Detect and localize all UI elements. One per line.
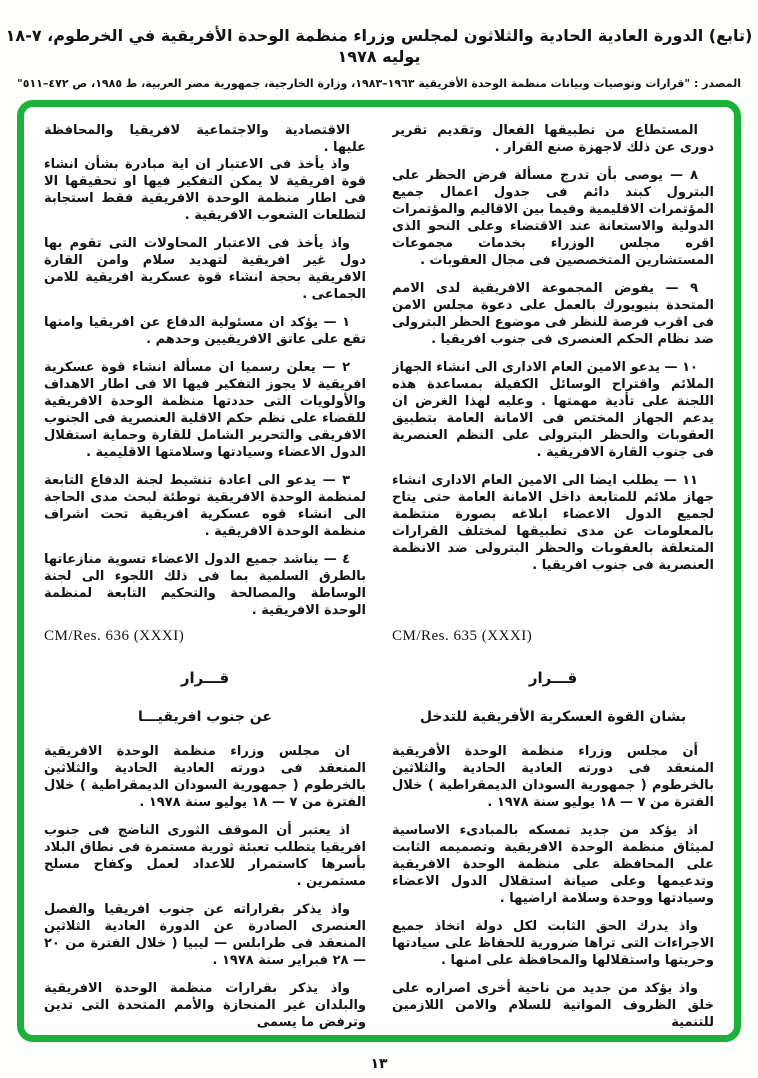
paragraph: اذ يعتبر أن الموقف الثورى الناضج فى جنوب افريقيا يتطلب تعبئة ثورية مستمرة فى نطاق البلاد بأسرها كاستمرار للاعداد لعمل وكفاح مسلح مستمرين . <box>44 823 366 889</box>
resolution-subheading: بشان القوة العسكرية الأفريقية للتدخل <box>419 709 687 725</box>
page-header <box>0 0 758 90</box>
left-column <box>44 122 366 1030</box>
paragraph: ان مجلس وزراء منظمة الوحدة الافريقية المنعقد فى دورته العادية الحادية والثلاثين بالخرطوم ( جمهورية السودان الديمقراطية ) خلال الفترة من ٧ — ١٨ يوليو سنة ١٩٧٨ . <box>44 744 366 810</box>
green-content-frame <box>17 100 741 1042</box>
paragraph: واذ يؤكد من جديد من ناحية أخرى اصراره على خلق الظروف المواتية للسلام والامن اللازمين للتنمية <box>392 981 714 1030</box>
paragraph: أن مجلس وزراء منظمة الوحدة الأفريقية المنعقد فى دورته العادية الحادية والثلاثين بالخرطوم ( جمهورية السودان الديمقراطية ) خلال الفترة من ٧ — ١٨ يوليو سنة ١٩٧٨ . <box>392 744 714 810</box>
paragraph: اذ يؤكد من جديد تمسكه بالمبادىء الاساسية لميثاق منظمة الوحدة الافريقية وتصميمه الثابت على المحافظة على منظمة الوحدة الافريقية وتدعيمها وعلى صيانة استقلال الدول الاعضاء وسيادتها ووحدة وسلامة اراضيها . <box>392 823 714 906</box>
left-column-lower-section <box>44 743 366 1031</box>
page-number: ١٣ <box>370 1056 388 1072</box>
paragraph: الاقتصادية والاجتماعية لافريقيا والمحافظة عليها . <box>44 123 366 155</box>
resolution-reference-636: CM/Res. 636 (XXXI) <box>44 628 185 644</box>
paragraph: واذ يأخذ فى الاعتبار المحاولات التى تقوم بها دول غير افريقية لتهديد سلام وامن القارة الافريقية بحجة انشاء قوة عسكرية افريقية للامن الجماعى . <box>44 236 366 302</box>
paragraph: واذ يأخذ فى الاعتبار ان اية مبادرة بشأن انشاء قوة افريقية لا يمكن التفكير فيها او تحقيقها الا فى اطار منظمة الوحدة الافريقية فقط استجابة لتطلعات الشعوب الافريقية . <box>44 157 366 223</box>
session-title: (تابع) الدورة العادية الحادية والثلاثون لمجلس وزراء منظمة الوحدة الأفريقية في الخرطوم، ٧-١٨ يوليه ١٩٧٨ <box>5 26 753 66</box>
paragraph-8: ٨ — يوصى بأن تدرج مسألة فرض الحظر على البترول كبند دائم فى جدول اعمال جميع المؤتمرات الاقليمية وفيما بين الاقاليم والمؤتمرات الدولية والاستعانة عند الاقتضاء وعلى النحو الذى اقره مجلس الوزراء بخدمات مجموعات المستشارين المتخصصين فى مجال العقوبات . <box>392 168 714 268</box>
right-column <box>392 122 714 1030</box>
resolution-subheading: عن جنوب افريقيـــا <box>138 709 272 725</box>
paragraph-11: ١١ — يطلب ايضا الى الامين العام الادارى انشاء جهاز ملائم للمتابعة داخل الامانة العامة حتى يتاح لجميع الدول الاعضاء ابلاغه بصورة منتظمة بالمعلومات عن مدى تطبيقها لمختلف القرارات المتعلقة بالعقوبات والحظر البترولى ضد الانظمة العنصرية فى جنوب افريقيا . <box>392 473 714 573</box>
paragraph-9: ٩ — يفوض المجموعة الافريقية لدى الامم المتحدة بنيويورك بالعمل على دعوة مجلس الامن فى اقرب فرصة للنظر فى موضوع الحظر البترولى ضد نظام الحكم العنصرى فى جنوب افريقيا . <box>392 281 714 347</box>
paragraph: واذ يذكر بقراراته عن جنوب افريقيا والفصل العنصرى الصادرة عن الدورة العادية الثلاثين المنعقد فى طرابلس — ليبيا ( خلال الفترة من ٢٠ — ٢٨ فبراير سنة ١٩٧٨ . <box>44 902 366 968</box>
paragraph-4: ٤ — يناشد جميع الدول الاعضاء تسوية منازعاتها بالطرق السلمية بما فى ذلك اللجوء الى لجنة الوساطة والمصالحة والتحكيم التابعة لمنظمة الوحدة الافريقية . <box>44 552 366 618</box>
paragraph: واذ يدرك الحق الثابت لكل دولة اتخاذ جميع الاجراءات التى تراها ضرورية للحفاظ على سيادتها وحريتها واستقلالها والمحافظة على امنها . <box>392 919 714 968</box>
paragraph-1: ١ — يؤكد ان مسئولية الدفاع عن افريقيا وامنها تقع على عاتق الافريقيين وحدهم . <box>44 315 366 347</box>
resolution-heading: قـــرار <box>528 669 578 687</box>
paragraph: واذ يذكر بقرارات منظمة الوحدة الافريقية والبلدان غير المنحازة والأمم المتحدة التى تدين وترفض ما يسمى <box>44 981 366 1030</box>
right-column-lower-section <box>392 743 714 1031</box>
paragraph-2: ٢ — يعلن رسميا ان مسألة انشاء قوة عسكرية افريقية لا يجوز التفكير فيها الا فى اطار الاهداف والأولويات التى حددتها منظمة الوحدة الافريقية للقضاء على نظم حكم الاقلية العنصرية فى الجنوب الافريقى والتحرير الشامل للقارة وحماية استقلال الدول الاعضاء وسيادتها وسلامتها الاقليمية . <box>44 360 366 460</box>
paragraph: المستطاع من تطبيقها الفعال وتقديم تقرير دورى عن ذلك لاجهزة صنع القرار . <box>392 123 714 155</box>
source-citation: المصدر : "قرارات وتوصيات وبيانات منظمة الوحدة الأفريقية ١٩٦٣–١٩٨٣، وزارة الخارجية، جمهورية مصر العربية، ط ١٩٨٥، ص ٤٧٢–٥١١" <box>17 76 741 90</box>
right-column-upper-section <box>392 122 714 624</box>
left-column-upper-section <box>44 122 366 624</box>
paragraph-10: ١٠ — يدعو الامين العام الادارى الى انشاء الجهاز الملائم واقتراح الوسائل الكفيلة بمساعدة هذه اللجنة على تأدية مهمتها . وعليه لهذا الغرض ان يدعم الجهاز المختص فى الامانة العامة بتطبيق العقوبات والحظر البترولى على النظم العنصرية فى جنوب القارة الافريقية . <box>392 360 714 460</box>
paragraph-3: ٣ — يدعو الى اعادة تنشيط لجنة الدفاع التابعة لمنظمة الوحدة الافريقية توطئة لبحث مدى الحاجة الى انشاء قوه عسكرية افريقية تحت اشراف منظمة الوحدة الافريقية . <box>44 473 366 539</box>
resolution-reference-635: CM/Res. 635 (XXXI) <box>392 628 533 644</box>
two-column-layout <box>44 122 714 1030</box>
resolution-heading: قـــرار <box>180 669 230 687</box>
